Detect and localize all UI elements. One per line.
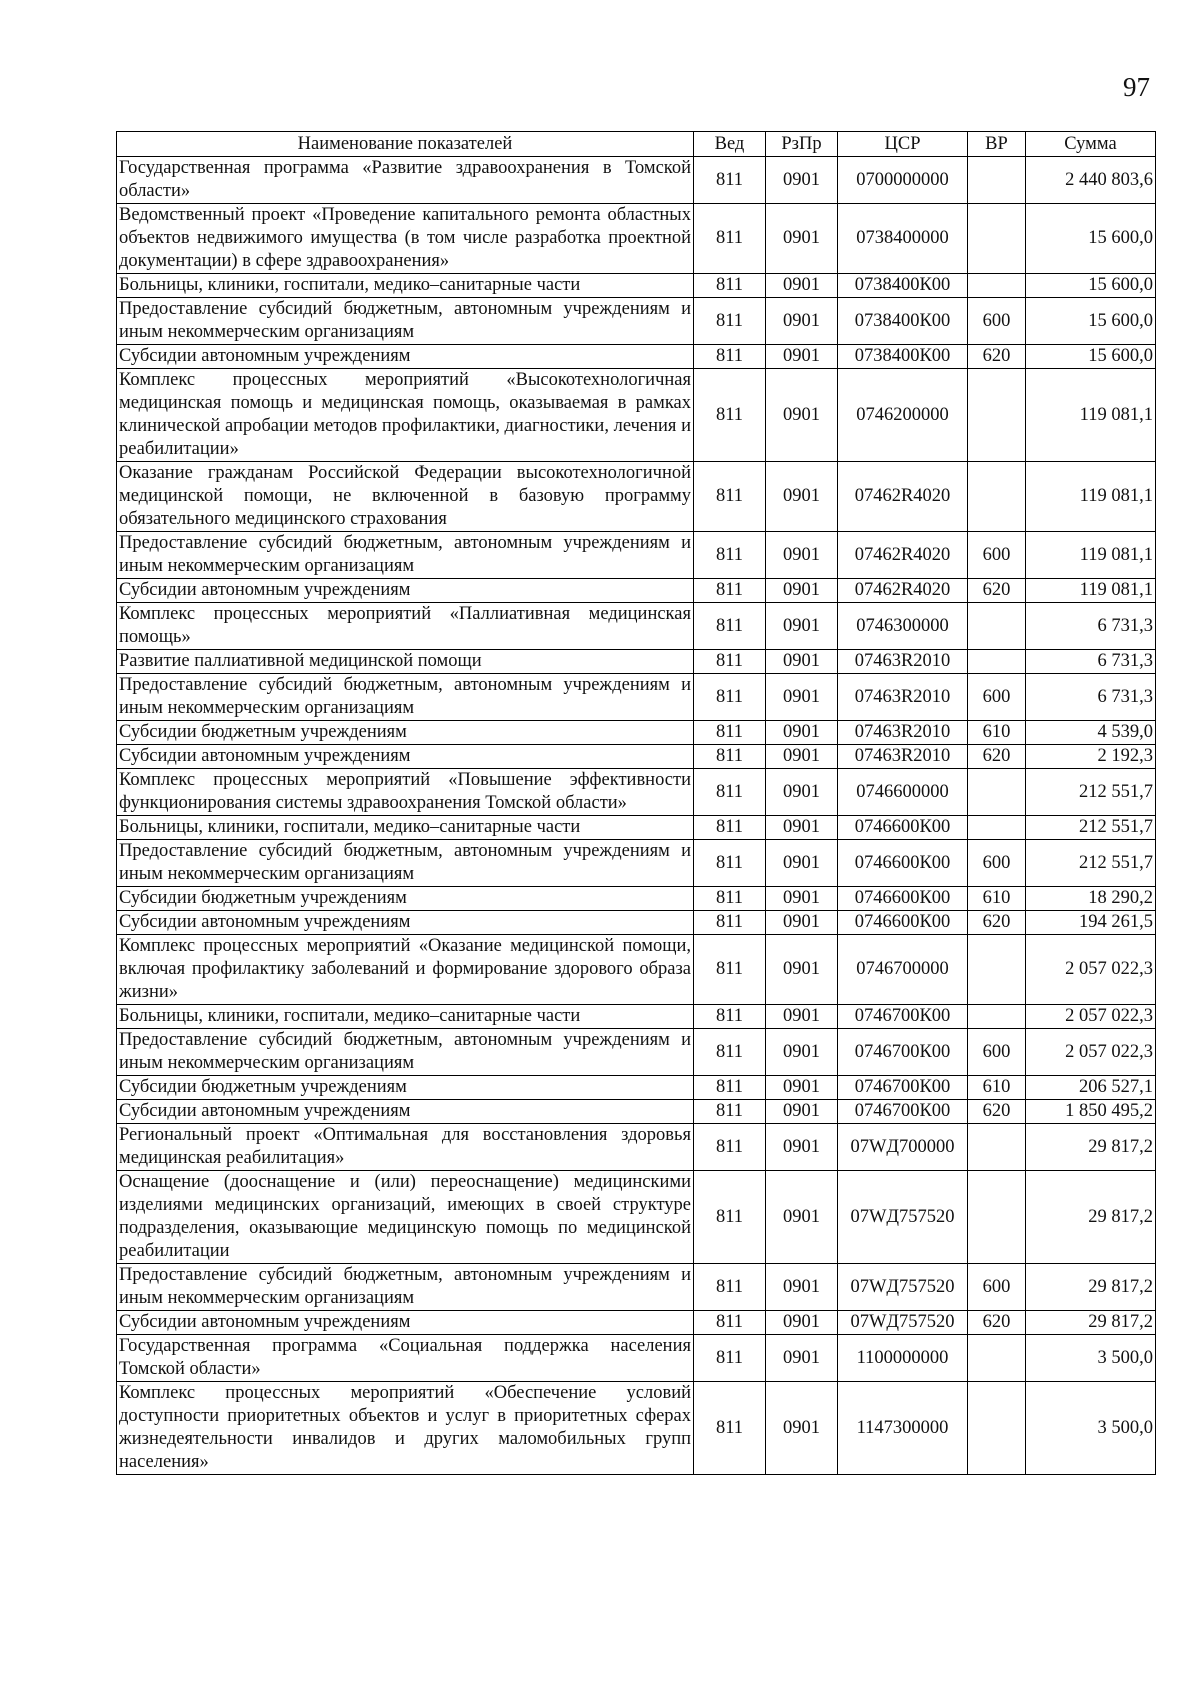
- cell-name: Субсидии автономным учреждениям: [117, 745, 694, 769]
- cell-vr: 620: [968, 1311, 1026, 1335]
- cell-sum: 119 081,1: [1026, 462, 1156, 532]
- cell-name: Больницы, клиники, госпитали, медико–санитарные части: [117, 274, 694, 298]
- table-row: [117, 204, 1156, 274]
- cell-vr: [968, 935, 1026, 1005]
- cell-sum: 119 081,1: [1026, 532, 1156, 579]
- cell-ved: 811: [694, 532, 766, 579]
- cell-name: Комплекс процессных мероприятий «Высокотехнологичная медицинская помощь и медицинская помощь, оказываемая в рамках клинической апробации методов профилактики, диагностики, лечения и реабилитации»: [117, 369, 694, 462]
- table-row: [117, 1311, 1156, 1335]
- cell-name: Субсидии автономным учреждениям: [117, 911, 694, 935]
- table-row: [117, 887, 1156, 911]
- cell-ved: 811: [694, 204, 766, 274]
- cell-name: Предоставление субсидий бюджетным, автономным учреждениям и иным некоммерческим организациям: [117, 840, 694, 887]
- cell-rzpr: 0901: [766, 298, 838, 345]
- header-ved: Вед: [694, 132, 766, 157]
- cell-sum: 3 500,0: [1026, 1335, 1156, 1382]
- cell-ved: 811: [694, 1382, 766, 1475]
- table-row: [117, 721, 1156, 745]
- cell-sum: 212 551,7: [1026, 840, 1156, 887]
- table-row: [117, 462, 1156, 532]
- cell-vr: 600: [968, 840, 1026, 887]
- cell-csr: 0746700000: [838, 935, 968, 1005]
- cell-csr: 0738400К00: [838, 274, 968, 298]
- cell-sum: 2 440 803,6: [1026, 157, 1156, 204]
- cell-name: Больницы, клиники, госпитали, медико–санитарные части: [117, 1005, 694, 1029]
- cell-rzpr: 0901: [766, 157, 838, 204]
- table-row: [117, 1124, 1156, 1171]
- cell-name: Комплекс процессных мероприятий «Оказание медицинской помощи, включая профилактику заболеваний и формирование здорового образа жизни»: [117, 935, 694, 1005]
- cell-ved: 811: [694, 935, 766, 1005]
- cell-vr: [968, 1124, 1026, 1171]
- cell-ved: 811: [694, 1311, 766, 1335]
- table-row: [117, 579, 1156, 603]
- cell-rzpr: 0901: [766, 1076, 838, 1100]
- cell-ved: 811: [694, 1100, 766, 1124]
- cell-sum: 2 057 022,3: [1026, 935, 1156, 1005]
- cell-csr: 0738400К00: [838, 298, 968, 345]
- cell-csr: 07462R4020: [838, 462, 968, 532]
- cell-name: Государственная программа «Развитие здравоохранения в Томской области»: [117, 157, 694, 204]
- cell-vr: 620: [968, 745, 1026, 769]
- cell-ved: 811: [694, 816, 766, 840]
- table-row: [117, 274, 1156, 298]
- page-number: 97: [1123, 72, 1150, 102]
- cell-sum: 3 500,0: [1026, 1382, 1156, 1475]
- cell-sum: 29 817,2: [1026, 1311, 1156, 1335]
- table-row: [117, 1005, 1156, 1029]
- cell-csr: 07463R2010: [838, 745, 968, 769]
- cell-sum: 6 731,3: [1026, 674, 1156, 721]
- cell-sum: 15 600,0: [1026, 204, 1156, 274]
- cell-csr: 0738400К00: [838, 345, 968, 369]
- cell-ved: 811: [694, 650, 766, 674]
- cell-name: Оснащение (дооснащение и (или) переоснащение) медицинскими изделиями медицинских организаций, имеющих в своей структуре подразделения, оказывающие медицинскую помощь по медицинской реабилитации: [117, 1171, 694, 1264]
- cell-sum: 194 261,5: [1026, 911, 1156, 935]
- table-row: [117, 1264, 1156, 1311]
- cell-sum: 29 817,2: [1026, 1171, 1156, 1264]
- table-header-row: [117, 132, 1156, 157]
- cell-ved: 811: [694, 369, 766, 462]
- cell-name: Региональный проект «Оптимальная для восстановления здоровья медицинская реабилитация»: [117, 1124, 694, 1171]
- cell-sum: 1 850 495,2: [1026, 1100, 1156, 1124]
- cell-ved: 811: [694, 721, 766, 745]
- cell-csr: 0746600000: [838, 769, 968, 816]
- cell-vr: [968, 1335, 1026, 1382]
- cell-rzpr: 0901: [766, 603, 838, 650]
- cell-rzpr: 0901: [766, 204, 838, 274]
- cell-name: Предоставление субсидий бюджетным, автономным учреждениям и иным некоммерческим организациям: [117, 1029, 694, 1076]
- cell-name: Предоставление субсидий бюджетным, автономным учреждениям и иным некоммерческим организациям: [117, 532, 694, 579]
- cell-vr: 610: [968, 1076, 1026, 1100]
- cell-rzpr: 0901: [766, 462, 838, 532]
- cell-csr: 0746700К00: [838, 1100, 968, 1124]
- cell-sum: 29 817,2: [1026, 1124, 1156, 1171]
- cell-name: Больницы, клиники, госпитали, медико–санитарные части: [117, 816, 694, 840]
- table-row: [117, 1100, 1156, 1124]
- budget-table: [116, 131, 1156, 1475]
- table-row: [117, 650, 1156, 674]
- table-row: [117, 674, 1156, 721]
- cell-ved: 811: [694, 1076, 766, 1100]
- cell-csr: 0746700К00: [838, 1076, 968, 1100]
- cell-vr: 620: [968, 1100, 1026, 1124]
- cell-rzpr: 0901: [766, 745, 838, 769]
- cell-sum: 119 081,1: [1026, 369, 1156, 462]
- cell-csr: 1147300000: [838, 1382, 968, 1475]
- cell-sum: 6 731,3: [1026, 603, 1156, 650]
- cell-rzpr: 0901: [766, 935, 838, 1005]
- cell-ved: 811: [694, 298, 766, 345]
- cell-vr: 600: [968, 298, 1026, 345]
- cell-rzpr: 0901: [766, 579, 838, 603]
- cell-sum: 15 600,0: [1026, 298, 1156, 345]
- header-vr: ВР: [968, 132, 1026, 157]
- cell-csr: 0746600К00: [838, 887, 968, 911]
- cell-rzpr: 0901: [766, 1029, 838, 1076]
- cell-csr: 07463R2010: [838, 721, 968, 745]
- cell-vr: 610: [968, 721, 1026, 745]
- cell-sum: 2 057 022,3: [1026, 1029, 1156, 1076]
- cell-rzpr: 0901: [766, 674, 838, 721]
- cell-rzpr: 0901: [766, 887, 838, 911]
- cell-rzpr: 0901: [766, 1100, 838, 1124]
- cell-ved: 811: [694, 887, 766, 911]
- cell-sum: 2 057 022,3: [1026, 1005, 1156, 1029]
- cell-name: Предоставление субсидий бюджетным, автономным учреждениям и иным некоммерческим организациям: [117, 674, 694, 721]
- cell-name: Государственная программа «Социальная поддержка населения Томской области»: [117, 1335, 694, 1382]
- cell-vr: [968, 603, 1026, 650]
- cell-name: Субсидии автономным учреждениям: [117, 1311, 694, 1335]
- cell-csr: 07WД757520: [838, 1171, 968, 1264]
- cell-rzpr: 0901: [766, 840, 838, 887]
- cell-vr: [968, 157, 1026, 204]
- cell-rzpr: 0901: [766, 816, 838, 840]
- header-sum: Сумма: [1026, 132, 1156, 157]
- cell-ved: 811: [694, 769, 766, 816]
- cell-name: Субсидии автономным учреждениям: [117, 345, 694, 369]
- cell-vr: [968, 1005, 1026, 1029]
- cell-csr: 07462R4020: [838, 579, 968, 603]
- cell-sum: 6 731,3: [1026, 650, 1156, 674]
- cell-ved: 811: [694, 1029, 766, 1076]
- cell-vr: [968, 650, 1026, 674]
- table-row: [117, 532, 1156, 579]
- cell-rzpr: 0901: [766, 1335, 838, 1382]
- cell-sum: 18 290,2: [1026, 887, 1156, 911]
- cell-csr: 1100000000: [838, 1335, 968, 1382]
- cell-vr: [968, 769, 1026, 816]
- cell-ved: 811: [694, 462, 766, 532]
- cell-csr: 0746700К00: [838, 1005, 968, 1029]
- cell-rzpr: 0901: [766, 1311, 838, 1335]
- cell-rzpr: 0901: [766, 369, 838, 462]
- cell-csr: 07WД757520: [838, 1264, 968, 1311]
- cell-sum: 212 551,7: [1026, 816, 1156, 840]
- cell-rzpr: 0901: [766, 274, 838, 298]
- cell-rzpr: 0901: [766, 1264, 838, 1311]
- cell-sum: 29 817,2: [1026, 1264, 1156, 1311]
- cell-rzpr: 0901: [766, 769, 838, 816]
- cell-vr: [968, 1382, 1026, 1475]
- cell-csr: 07463R2010: [838, 650, 968, 674]
- table-row: [117, 1029, 1156, 1076]
- cell-name: Субсидии бюджетным учреждениям: [117, 887, 694, 911]
- cell-name: Комплекс процессных мероприятий «Обеспечение условий доступности приоритетных объектов и услуг в приоритетных сферах жизнедеятельности инвалидов и других маломобильных групп населения»: [117, 1382, 694, 1475]
- table-row: [117, 745, 1156, 769]
- cell-ved: 811: [694, 1005, 766, 1029]
- cell-csr: 07462R4020: [838, 532, 968, 579]
- cell-rzpr: 0901: [766, 721, 838, 745]
- cell-name: Субсидии автономным учреждениям: [117, 579, 694, 603]
- cell-name: Предоставление субсидий бюджетным, автономным учреждениям и иным некоммерческим организациям: [117, 1264, 694, 1311]
- cell-sum: 15 600,0: [1026, 274, 1156, 298]
- cell-csr: 0746300000: [838, 603, 968, 650]
- cell-sum: 119 081,1: [1026, 579, 1156, 603]
- table-row: [117, 157, 1156, 204]
- cell-name: Субсидии автономным учреждениям: [117, 1100, 694, 1124]
- cell-vr: 620: [968, 579, 1026, 603]
- cell-csr: 07463R2010: [838, 674, 968, 721]
- cell-vr: [968, 204, 1026, 274]
- cell-vr: 620: [968, 911, 1026, 935]
- cell-csr: 0746600К00: [838, 911, 968, 935]
- cell-ved: 811: [694, 1264, 766, 1311]
- cell-name: Ведомственный проект «Проведение капитального ремонта областных объектов недвижимого имущества (в том числе разработка проектной документации) в сфере здравоохранения»: [117, 204, 694, 274]
- cell-sum: 2 192,3: [1026, 745, 1156, 769]
- cell-ved: 811: [694, 1171, 766, 1264]
- cell-vr: 600: [968, 1029, 1026, 1076]
- cell-name: Предоставление субсидий бюджетным, автономным учреждениям и иным некоммерческим организациям: [117, 298, 694, 345]
- table-row: [117, 345, 1156, 369]
- table-row: [117, 935, 1156, 1005]
- header-name: Наименование показателей: [117, 132, 694, 157]
- cell-ved: 811: [694, 911, 766, 935]
- cell-csr: 07WД757520: [838, 1311, 968, 1335]
- cell-name: Комплекс процессных мероприятий «Паллиативная медицинская помощь»: [117, 603, 694, 650]
- cell-csr: 0746700К00: [838, 1029, 968, 1076]
- cell-name: Развитие паллиативной медицинской помощи: [117, 650, 694, 674]
- cell-vr: 600: [968, 674, 1026, 721]
- cell-name: Комплекс процессных мероприятий «Повышение эффективности функционирования системы здравоохранения Томской области»: [117, 769, 694, 816]
- table-row: [117, 1335, 1156, 1382]
- cell-rzpr: 0901: [766, 345, 838, 369]
- cell-rzpr: 0901: [766, 1171, 838, 1264]
- cell-vr: 600: [968, 1264, 1026, 1311]
- table-row: [117, 298, 1156, 345]
- cell-rzpr: 0901: [766, 911, 838, 935]
- cell-name: Субсидии бюджетным учреждениям: [117, 1076, 694, 1100]
- cell-vr: 610: [968, 887, 1026, 911]
- cell-ved: 811: [694, 745, 766, 769]
- cell-ved: 811: [694, 345, 766, 369]
- cell-name: Оказание гражданам Российской Федерации высокотехнологичной медицинской помощи, не включенной в базовую программу обязательного медицинского страхования: [117, 462, 694, 532]
- cell-ved: 811: [694, 579, 766, 603]
- cell-name: Субсидии бюджетным учреждениям: [117, 721, 694, 745]
- cell-vr: [968, 816, 1026, 840]
- cell-ved: 811: [694, 157, 766, 204]
- cell-ved: 811: [694, 1124, 766, 1171]
- cell-ved: 811: [694, 603, 766, 650]
- cell-csr: 0700000000: [838, 157, 968, 204]
- cell-sum: 212 551,7: [1026, 769, 1156, 816]
- table-row: [117, 816, 1156, 840]
- table-row: [117, 840, 1156, 887]
- cell-sum: 15 600,0: [1026, 345, 1156, 369]
- table-row: [117, 1171, 1156, 1264]
- table-row: [117, 369, 1156, 462]
- header-csr: ЦСР: [838, 132, 968, 157]
- cell-csr: 0746600К00: [838, 840, 968, 887]
- cell-csr: 0738400000: [838, 204, 968, 274]
- cell-ved: 811: [694, 840, 766, 887]
- cell-csr: 0746200000: [838, 369, 968, 462]
- table-row: [117, 603, 1156, 650]
- cell-ved: 811: [694, 274, 766, 298]
- cell-vr: [968, 1171, 1026, 1264]
- cell-sum: 206 527,1: [1026, 1076, 1156, 1100]
- cell-csr: 0746600К00: [838, 816, 968, 840]
- cell-rzpr: 0901: [766, 532, 838, 579]
- cell-rzpr: 0901: [766, 1124, 838, 1171]
- table-row: [117, 1382, 1156, 1475]
- table-row: [117, 1076, 1156, 1100]
- cell-vr: 600: [968, 532, 1026, 579]
- cell-vr: 620: [968, 345, 1026, 369]
- table-row: [117, 769, 1156, 816]
- cell-rzpr: 0901: [766, 1382, 838, 1475]
- cell-ved: 811: [694, 674, 766, 721]
- cell-vr: [968, 462, 1026, 532]
- cell-csr: 07WД700000: [838, 1124, 968, 1171]
- cell-rzpr: 0901: [766, 1005, 838, 1029]
- table-row: [117, 911, 1156, 935]
- header-rzpr: РзПр: [766, 132, 838, 157]
- cell-sum: 4 539,0: [1026, 721, 1156, 745]
- cell-ved: 811: [694, 1335, 766, 1382]
- cell-vr: [968, 274, 1026, 298]
- cell-vr: [968, 369, 1026, 462]
- cell-rzpr: 0901: [766, 650, 838, 674]
